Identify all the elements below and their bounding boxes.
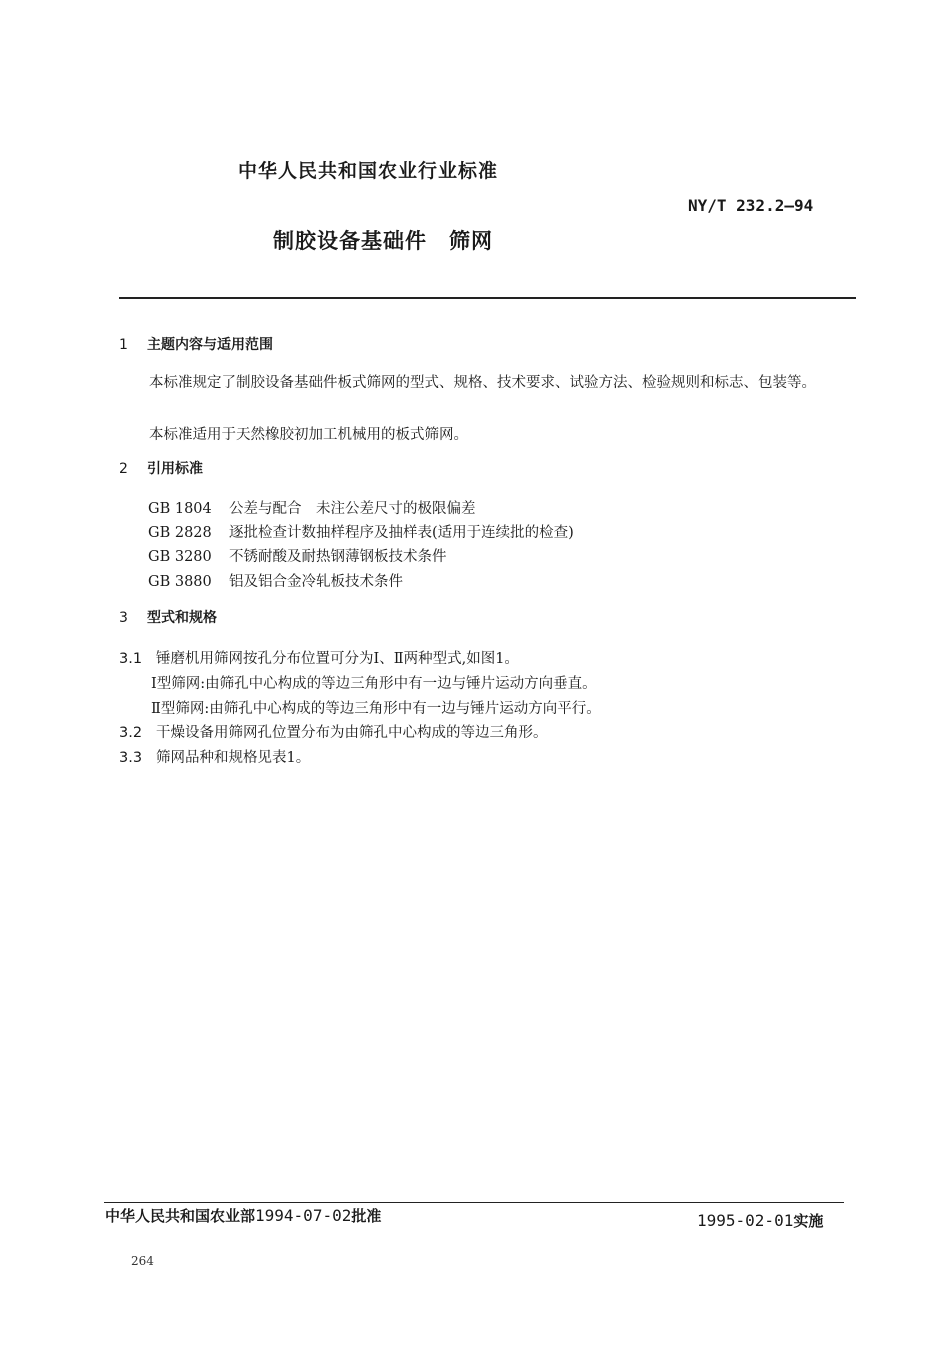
header-divider [119,297,856,299]
reference-title: 逐批检查计数抽样程序及抽样表(适用于连续批的检查) [229,525,574,541]
approval-date: 1994-07-02 [255,1206,352,1225]
section-title: 引用标准 [147,461,203,477]
clause-number: 3.3 [119,750,143,766]
section-1-heading [119,334,273,354]
effective-label: 实施 [793,1212,824,1230]
clause-3-1 [119,647,519,668]
standard-number: NY/T 232.2—94 [688,196,814,215]
approval-org: 中华人民共和国农业部 [105,1207,256,1225]
section-3-heading [119,607,217,627]
clause-number: 3.2 [119,725,143,741]
reference-row [148,521,574,542]
section-title: 主题内容与适用范围 [147,337,273,353]
standard-category-title: 中华人民共和国农业行业标准 [238,160,499,182]
section-number: 2 [119,461,128,477]
effective-line [697,1210,823,1231]
clause-3-2 [119,721,548,742]
reference-row [148,545,447,566]
page-number: 264 [131,1254,154,1268]
clause-type-2: Ⅱ型筛网:由筛孔中心构成的等边三角形中有一边与锤片运动方向平行。 [151,701,601,717]
clause-number: 3.1 [119,651,143,667]
section-1-paragraph-2: 本标准适用于天然橡胶初加工机械用的板式筛网。 [149,427,468,443]
reference-code: GB 2828 [148,525,212,541]
effective-date: 1995-02-01 [697,1211,794,1230]
clause-type-1: Ⅰ型筛网:由筛孔中心构成的等边三角形中有一边与锤片运动方向垂直。 [151,676,597,692]
section-number: 3 [119,610,128,626]
reference-code: GB 3280 [148,549,212,565]
section-1-paragraph-1: 本标准规定了制胶设备基础件板式筛网的型式、规格、技术要求、试验方法、检验规则和标志、包装等。 [149,375,816,391]
footer-divider [104,1202,844,1203]
section-2-heading [119,458,203,478]
reference-row [148,570,403,591]
clause-text: 干燥设备用筛网孔位置分布为由筛孔中心构成的等边三角形。 [156,725,548,741]
reference-code: GB 3880 [148,574,212,590]
clause-text: 筛网品种和规格见表1。 [156,750,311,766]
approval-line [105,1205,381,1226]
clause-text: 锤磨机用筛网按孔分布位置可分为Ⅰ、Ⅱ两种型式,如图1。 [156,651,519,667]
approval-label: 批准 [351,1207,382,1225]
reference-row [148,497,476,518]
section-title: 型式和规格 [147,610,217,626]
clause-3-3 [119,746,310,767]
document-title: 制胶设备基础件 筛网 [273,229,493,253]
section-number: 1 [119,337,128,353]
reference-title: 铝及铝合金冷轧板技术条件 [229,574,403,590]
reference-title: 公差与配合 未注公差尺寸的极限偏差 [229,501,476,517]
reference-code: GB 1804 [148,501,212,517]
reference-title: 不锈耐酸及耐热钢薄钢板技术条件 [229,549,447,565]
